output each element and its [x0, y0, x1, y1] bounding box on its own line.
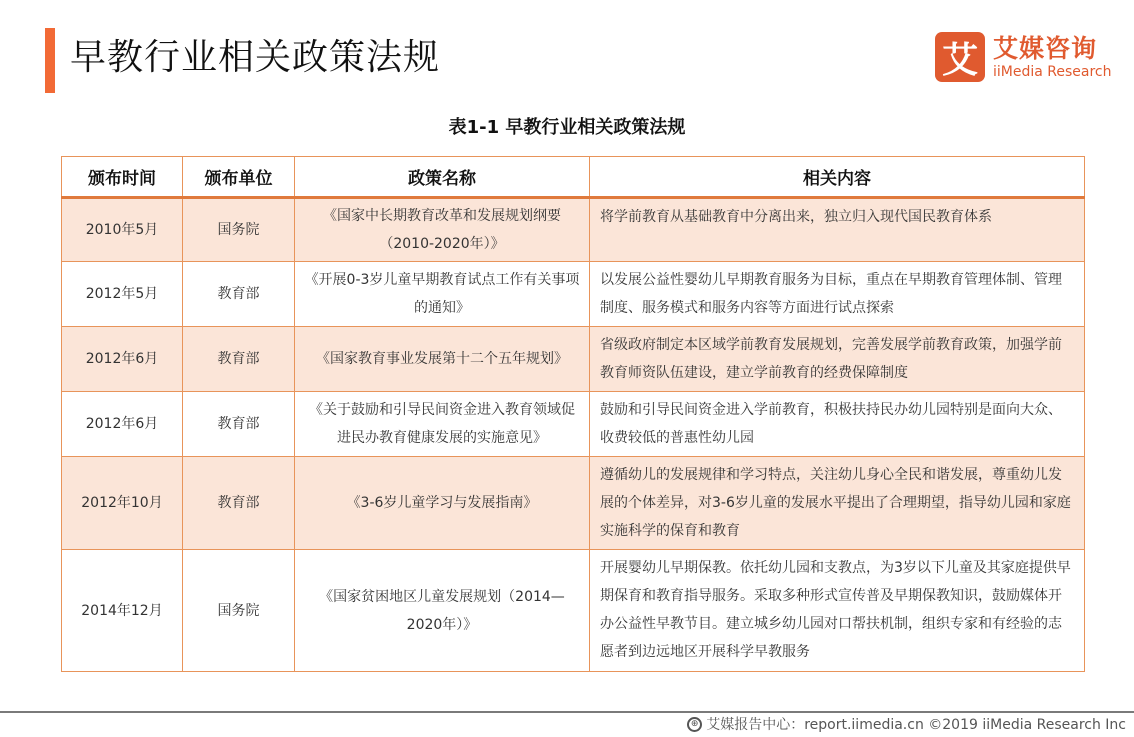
logo-badge-icon: 艾 — [935, 32, 985, 82]
policy-table — [61, 156, 1085, 672]
cell-date: 2010年5月 — [62, 198, 183, 262]
cell-date: 2012年5月 — [62, 262, 183, 327]
cell-content: 遵循幼儿的发展规律和学习特点，关注幼儿身心全民和谐发展，尊重幼儿发展的个体差异，对3-6岁儿童的发展水平提出了合理期望，指导幼儿园和家庭实施科学的保育和教育 — [590, 457, 1085, 550]
logo-name-en: iiMedia Research — [993, 63, 1112, 80]
column-header-date: 颁布时间 — [62, 157, 183, 198]
title-accent-bar — [45, 28, 55, 93]
cell-date: 2012年10月 — [62, 457, 183, 550]
cell-unit: 国务院 — [183, 198, 295, 262]
footer — [687, 714, 1126, 734]
table-header-row — [62, 157, 1085, 198]
column-header-unit: 颁布单位 — [183, 157, 295, 198]
footer-divider — [0, 711, 1134, 713]
cell-policy-name: 《国家贫困地区儿童发展规划（2014—2020年）》 — [295, 550, 590, 672]
table-row — [62, 327, 1085, 392]
cell-unit: 国务院 — [183, 550, 295, 672]
table-caption: 表1-1 早教行业相关政策法规 — [448, 117, 686, 138]
cell-date: 2014年12月 — [62, 550, 183, 672]
cell-policy-name: 《开展0-3岁儿童早期教育试点工作有关事项的通知》 — [295, 262, 590, 327]
cell-content: 将学前教育从基础教育中分离出来，独立归入现代国民教育体系 — [590, 198, 1085, 262]
cell-content: 开展婴幼儿早期保教。依托幼儿园和支教点，为3岁以下儿童及其家庭提供早期保育和教育指导服务。采取多种形式宣传普及早期保教知识，鼓励媒体开办公益性早教节目。建立城乡幼儿园对口帮扶机制，组织专家和有经验的志愿者到边远地区开展科学早教服务 — [590, 550, 1085, 672]
logo-name-cn: 艾媒咨询 — [993, 33, 1098, 63]
column-header-policy-name: 政策名称 — [295, 157, 590, 198]
table-row — [62, 198, 1085, 262]
cell-date: 2012年6月 — [62, 327, 183, 392]
cell-content: 鼓励和引导民间资金进入学前教育，积极扶持民办幼儿园特别是面向大众、收费较低的普惠性幼儿园 — [590, 392, 1085, 457]
cell-policy-name: 《国家教育事业发展第十二个五年规划》 — [295, 327, 590, 392]
table-row — [62, 262, 1085, 327]
cell-unit: 教育部 — [183, 327, 295, 392]
column-header-content: 相关内容 — [590, 157, 1085, 198]
cell-policy-name: 《关于鼓励和引导民间资金进入教育领域促进民办教育健康发展的实施意见》 — [295, 392, 590, 457]
globe-icon: ⊕ — [687, 717, 702, 732]
footer-text: 艾媒报告中心：report.iimedia.cn ©2019 iiMedia Research Inc — [706, 717, 1126, 733]
cell-content: 省级政府制定本区域学前教育发展规划，完善发展学前教育政策，加强学前教育师资队伍建设，建立学前教育的经费保障制度 — [590, 327, 1085, 392]
iimedia-logo — [935, 32, 1112, 82]
cell-unit: 教育部 — [183, 392, 295, 457]
table-row — [62, 550, 1085, 672]
cell-unit: 教育部 — [183, 262, 295, 327]
cell-date: 2012年6月 — [62, 392, 183, 457]
cell-content: 以发展公益性婴幼儿早期教育服务为目标，重点在早期教育管理体制、管理制度、服务模式和服务内容等方面进行试点探索 — [590, 262, 1085, 327]
cell-unit: 教育部 — [183, 457, 295, 550]
table-row — [62, 392, 1085, 457]
page-title: 早教行业相关政策法规 — [70, 37, 441, 78]
cell-policy-name: 《国家中长期教育改革和发展规划纲要（2010-2020年）》 — [295, 198, 590, 262]
cell-policy-name: 《3-6岁儿童学习与发展指南》 — [295, 457, 590, 550]
logo-text — [993, 34, 1112, 81]
table-row — [62, 457, 1085, 550]
